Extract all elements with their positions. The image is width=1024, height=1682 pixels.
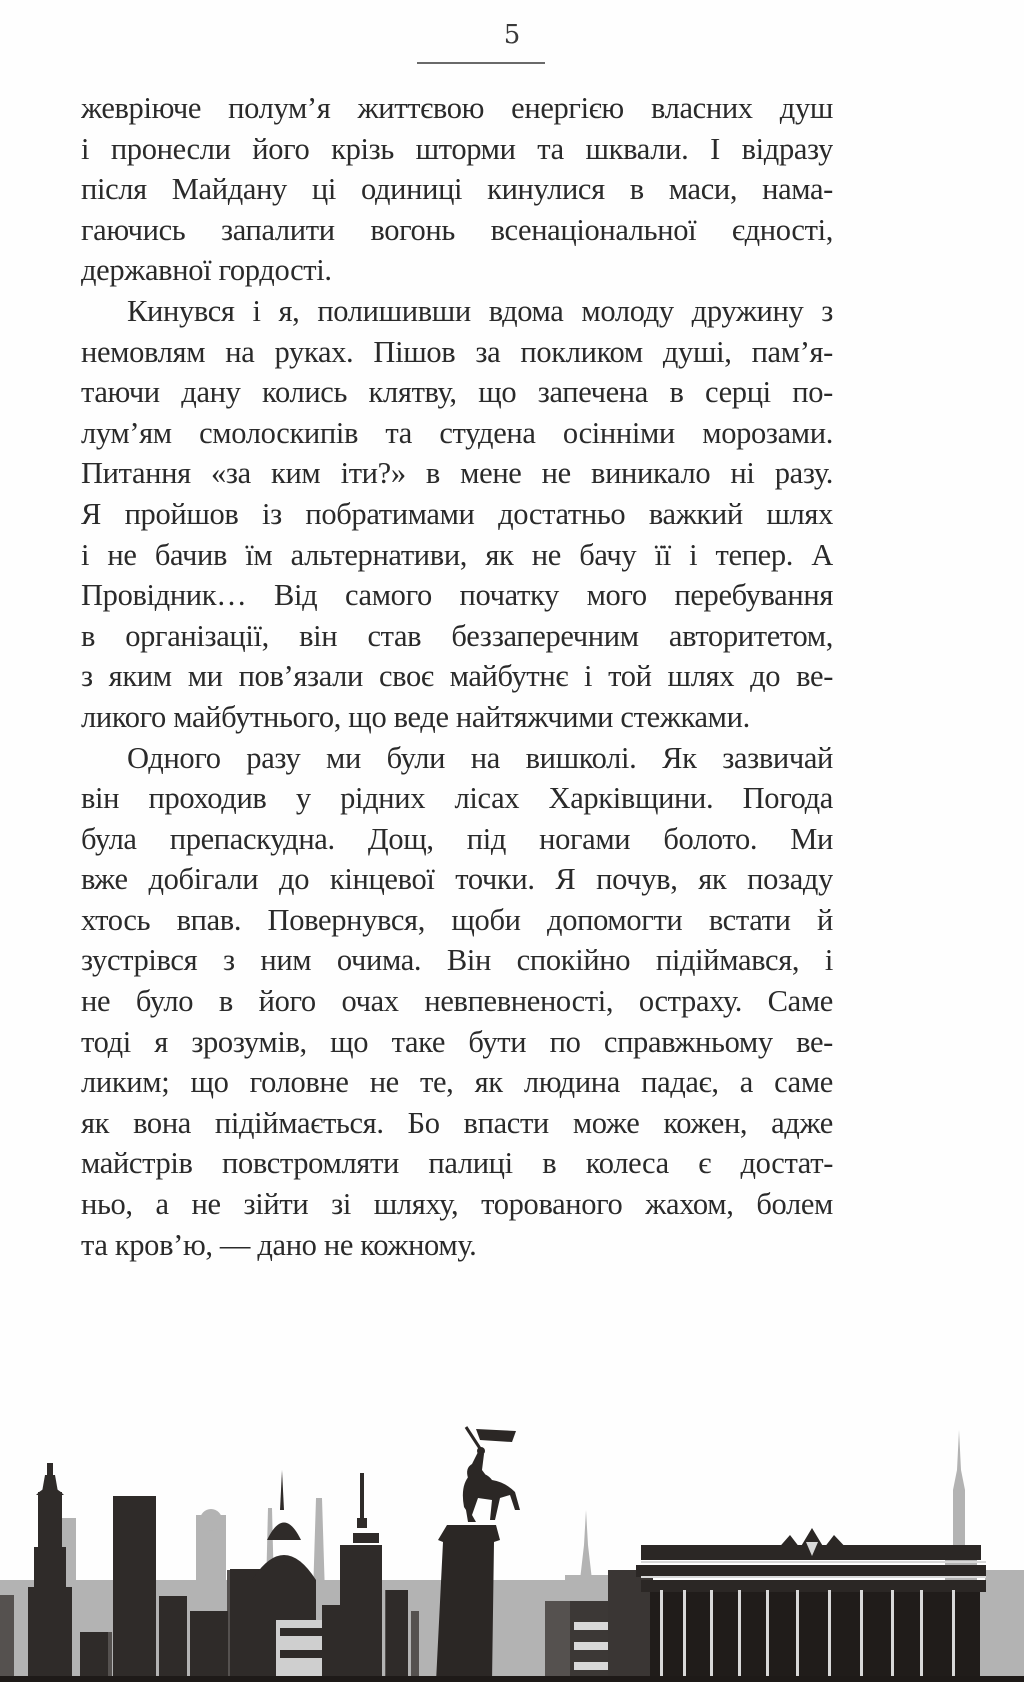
text-line: і пронесли його крізь шторми та шквали. І відразу xyxy=(81,131,833,166)
paragraph xyxy=(81,88,833,291)
text-line: та кров’ю, — дано не кожному. xyxy=(81,1227,477,1262)
text-line: жевріюче полум’я життєвою енергією власних душ xyxy=(81,91,833,125)
text-line: Провідник… Від самого початку мого перебування xyxy=(81,578,833,613)
text-line: Кинувся і я, полишивши вдома молоду дружину з xyxy=(127,293,833,328)
text-line: не було в його очах невпевненості, остраху. Саме xyxy=(81,984,833,1019)
text-line: таючи дану колись клятву, що запечена в серці по- xyxy=(81,375,833,410)
text-line: гаючись запалити вогонь всенаціональної єдності, xyxy=(81,212,833,247)
text-line: державної гордості. xyxy=(81,253,332,288)
page-number-rule xyxy=(417,62,545,64)
text-line: Я пройшов із побратимами достатньо важкий шлях xyxy=(81,496,833,531)
text-line: ликим; що головне не те, як людина падає, а саме xyxy=(81,1065,833,1100)
text-line: була препаскудна. Дощ, під ногами болото. Ми xyxy=(81,821,833,856)
text-line: вже добігали до кінцевої точки. Я почув, як позаду xyxy=(81,862,833,897)
body-text xyxy=(81,88,833,1265)
bell-tower xyxy=(28,1463,72,1682)
text-line: Питання «за ким іти?» в мене не виникало ні разу. xyxy=(81,456,833,491)
ground-band xyxy=(0,1676,1024,1682)
colonnaded-palace-building xyxy=(608,1528,986,1682)
text-line: хтось впав. Повернувся, щоби допомогти встати й xyxy=(81,902,833,937)
text-line: в організації, він став беззаперечним авторитетом, xyxy=(81,618,833,653)
text-line: і не бачив їм альтернативи, як не бачу її і тепер. А xyxy=(81,537,833,572)
text-line: майстрів повстромляти палиці в колеса є достат- xyxy=(81,1146,833,1181)
page-number: 5 xyxy=(503,20,521,50)
paragraph xyxy=(81,291,833,738)
text-line: зустрівся з ним очима. Він спокійно підіймався, і xyxy=(81,943,833,978)
text-line: як вона підіймається. Бо впасти може кожен, адже xyxy=(81,1105,833,1140)
text-line: лум’ям смолоскипів та студена осінніми морозами. xyxy=(81,415,833,450)
text-line: тоді я зрозумів, що таке бути по справжньому ве- xyxy=(81,1024,833,1059)
paragraph xyxy=(81,738,833,1266)
text-line: ньо, а не зійти зі шляху, торованого жахом, болем xyxy=(81,1187,833,1222)
antenna-tower xyxy=(340,1473,408,1682)
domed-arch-pavilion xyxy=(230,1470,358,1682)
text-line: Одного разу ми були на вишколі. Як зазвичай xyxy=(127,740,833,775)
text-line: після Майдану ці одиниці кинулися в маси, нама- xyxy=(81,172,833,207)
text-line: немовлям на руках. Пішов за покликом душі, пам’я- xyxy=(81,334,833,369)
text-line: він проходив у рідних лісах Харківщини. Погода xyxy=(81,781,833,816)
text-line: з яким ми пов’язали своє майбутнє і той шлях до ве- xyxy=(81,659,833,694)
tall-tower xyxy=(113,1496,156,1682)
text-line: ликого майбутнього, що веде найтяжчими стежками. xyxy=(81,699,750,734)
skyline-illustration xyxy=(0,1380,1024,1682)
